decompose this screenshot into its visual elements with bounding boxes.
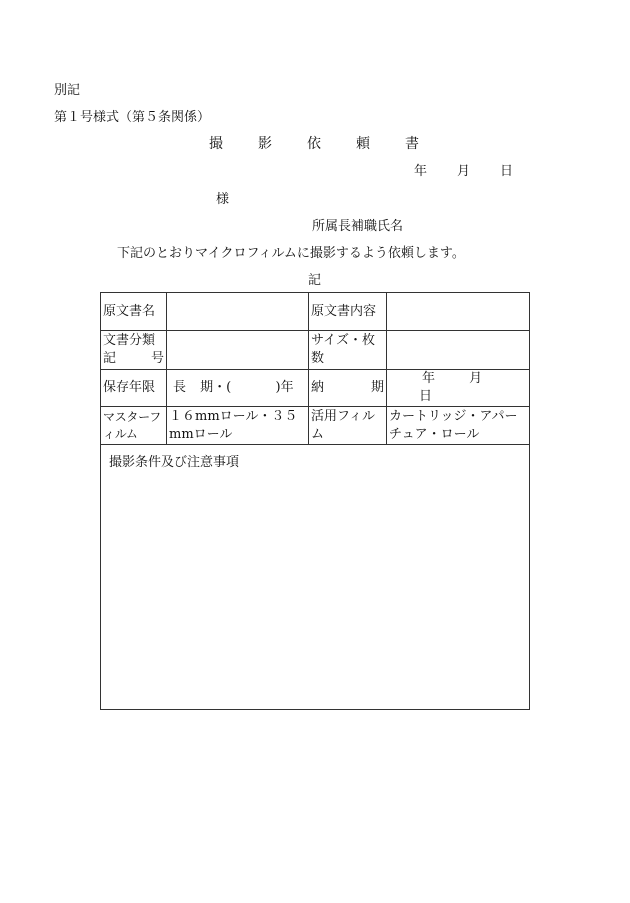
title-char: 影 [258, 136, 272, 152]
retention-period-field[interactable]: 長 期・( )年 [167, 370, 309, 407]
size-count-field[interactable] [387, 331, 530, 370]
date-year: 年 [414, 164, 428, 179]
title-char: 撮 [209, 136, 223, 152]
master-film-label: マスターフィルム [101, 407, 167, 445]
date-month: 月 [457, 164, 471, 179]
delivery-date-label: 納 期 [309, 370, 387, 407]
master-film-options[interactable]: １６mmロール・３５mmロール [167, 407, 309, 445]
title-char: 依 [307, 136, 321, 152]
shooting-conditions-notes[interactable] [101, 445, 530, 710]
size-count-label: サイズ・枚数 [309, 331, 387, 370]
working-film-label: 活用フィルム [309, 407, 387, 445]
title-char: 書 [405, 136, 419, 152]
document-title [209, 133, 419, 153]
addressee-suffix: 様 [216, 192, 230, 207]
ki-label: 記 [308, 273, 322, 288]
delivery-date-field[interactable]: 年 月 日 [387, 370, 530, 407]
original-document-content-label: 原文書内容 [309, 293, 387, 331]
request-text: 下記のとおりマイクロフィルムに撮影するよう依頼します。 [117, 246, 465, 261]
document-classification-field[interactable] [167, 331, 309, 370]
document-classification-label: 文書分類 記 号 [101, 331, 167, 370]
appendix-label: 別記 [54, 83, 81, 98]
working-film-options[interactable]: カートリッジ・アパーチュア・ロール [387, 407, 530, 445]
shooting-conditions-label: 撮影条件及び注意事項 [109, 455, 240, 470]
request-form-table [100, 292, 530, 710]
retention-period-label: 保存年限 [101, 370, 167, 407]
date-day: 日 [500, 164, 514, 179]
original-document-name-field[interactable] [167, 293, 309, 331]
form-number: 第１号様式（第５条関係） [54, 110, 211, 125]
title-char: 頼 [356, 136, 370, 152]
original-document-content-field[interactable] [387, 293, 530, 331]
requester-title: 所属長補職氏名 [312, 219, 404, 234]
original-document-name-label: 原文書名 [101, 293, 167, 331]
